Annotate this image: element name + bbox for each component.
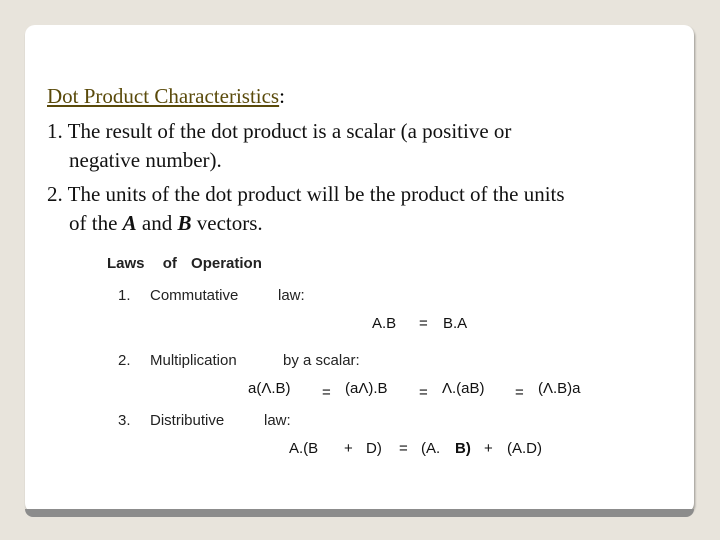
item-text: of the (69, 211, 123, 235)
law-number: 1. (118, 287, 131, 304)
equation-term: (A.D) (507, 440, 542, 457)
law-number: 3. (118, 412, 131, 429)
item-text: vectors. (191, 211, 263, 235)
law-name: Multiplication (150, 352, 237, 369)
equation-operator: = (399, 440, 408, 457)
law-name: Commutative (150, 287, 239, 304)
laws-heading-word: of (162, 255, 177, 272)
vector-b: B (177, 211, 192, 235)
law-suffix: law: (264, 412, 291, 429)
slide-title (47, 84, 285, 109)
equation-operator: + (344, 440, 353, 457)
law-number: 2. (118, 352, 131, 369)
equation-term: A.B (372, 315, 397, 332)
law-suffix: by a scalar: (283, 352, 360, 369)
equation-term: (Λ.B)a (538, 380, 581, 397)
item-number: 1. (47, 119, 63, 143)
slide-bottom-bar (25, 509, 694, 517)
item-text: and (136, 211, 178, 235)
item-line: The units of the dot product will be the product of the units (67, 182, 565, 206)
vector-a: A (122, 211, 137, 235)
equation-operator: = (419, 315, 428, 332)
laws-heading-word: Laws (107, 255, 145, 272)
equation-operator: = (419, 384, 428, 401)
law-name: Distributive (150, 412, 225, 429)
equation-term: Λ.(aB) (442, 380, 485, 397)
item-continuation: negative number). (69, 148, 222, 172)
equation-operator: = (322, 384, 331, 401)
item-number: 2. (47, 182, 63, 206)
equation-operator: = (515, 384, 524, 401)
item-continuation (47, 209, 565, 238)
list-item (47, 117, 511, 175)
equation-term: B) (455, 440, 471, 457)
equation-term: A.(B (289, 440, 319, 457)
title-colon: : (279, 84, 285, 108)
laws-heading-word: Operation (191, 255, 262, 272)
equation-term: a(Λ.B) (248, 380, 291, 397)
law-suffix: law: (278, 287, 305, 304)
item-line: The result of the dot product is a scalar (a positive or (67, 119, 512, 143)
laws-heading (107, 255, 262, 272)
equation-operator: + (484, 440, 493, 457)
equation-term: (A. (421, 440, 441, 457)
list-item (47, 180, 565, 238)
equation-term: B.A (443, 315, 468, 332)
equation-term: D) (366, 440, 382, 457)
equation-term: (aΛ).B (345, 380, 388, 397)
title-text: Dot Product Characteristics (47, 84, 280, 108)
